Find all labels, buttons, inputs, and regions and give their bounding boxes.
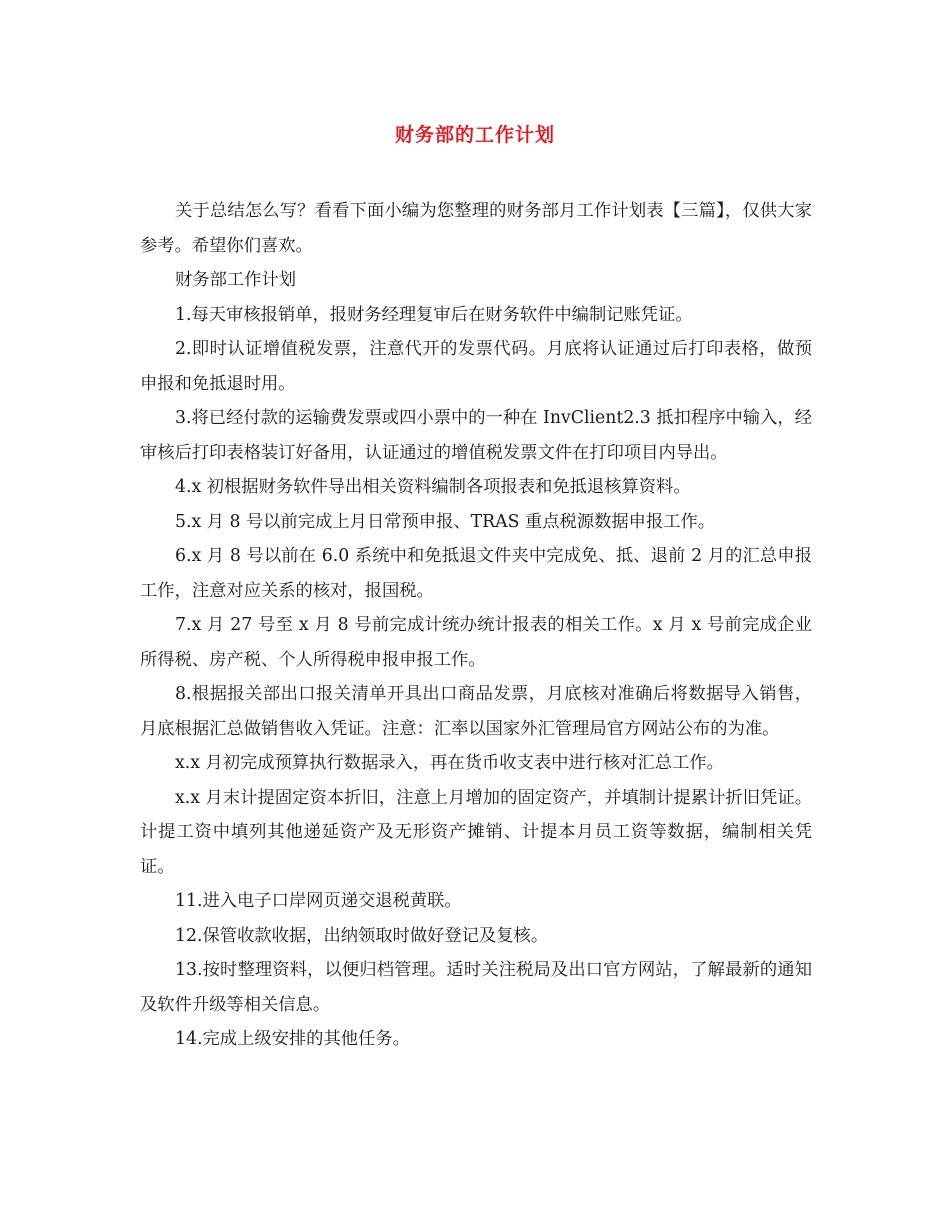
document-body [140,194,812,1057]
list-item: x.x 月初完成预算执行数据录入，再在货币收支表中进行核对汇总工作。 [175,753,724,773]
list-item: 8.根据报关部出口报关清单开具出口商品发票，月底核对准确后将数据导入销售，月底根据汇总做销售收入凭证。注意：汇率以国家外汇管理局官方网站公布的为准。 [140,684,812,739]
list-item: 11.进入电子口岸网页递交退税黄联。 [175,891,462,911]
list-item: x.x 月末计提固定资本折旧，注意上月增加的固定资产，并填制计提累计折旧凭证。计提工资中填列其他递延资产及无形资产摊销、计提本月员工资等数据，编制相关凭证。 [140,787,812,877]
list-item: 4.x 初根据财务软件导出相关资料编制各项报表和免抵退核算资料。 [175,477,691,497]
list-item: 5.x 月 8 号以前完成上月日常预申报、TRAS 重点税源数据申报工作。 [175,511,716,532]
paragraph-heading: 财务部工作计划 [175,270,296,290]
list-item: 12.保管收款收据，出纳领取时做好登记及复核。 [175,925,549,946]
list-item: 1.每天审核报销单，报财务经理复审后在财务软件中编制记账凭证。 [175,304,693,325]
list-item: 3.将已经付款的运输费发票或四小票中的一种在 InvClient2.3 抵扣程序中输入，经审核后打印表格装订好备用，认证通过的增值税发票文件在打印项目内导出。 [140,408,812,463]
list-item: 13.按时整理资料，以便归档管理。适时关注税局及出口官方网站，了解最新的通知及软件升级等相关信息。 [140,960,812,1015]
list-item: 2.即时认证增值税发票，注意代开的发票代码。月底将认证通过后打印表格，做预申报和免抵退时用。 [140,339,812,394]
paragraph-intro: 关于总结怎么写？看看下面小编为您整理的财务部月工作计划表【三篇】，仅供大家参考。希望你们喜欢。 [140,201,812,256]
list-item: 14.完成上级安排的其他任务。 [175,1029,410,1049]
list-item: 6.x 月 8 号以前在 6.0 系统中和免抵退文件夹中完成免、抵、退前 2 月的汇总申报工作，注意对应关系的核对，报国税。 [140,546,812,601]
list-item: 7.x 月 27 号至 x 月 8 号前完成计统办统计报表的相关工作。x 月 x 号前完成企业所得税、房产税、个人所得税申报申报工作。 [140,615,812,670]
document-title: 财务部的工作计划 [394,124,555,146]
